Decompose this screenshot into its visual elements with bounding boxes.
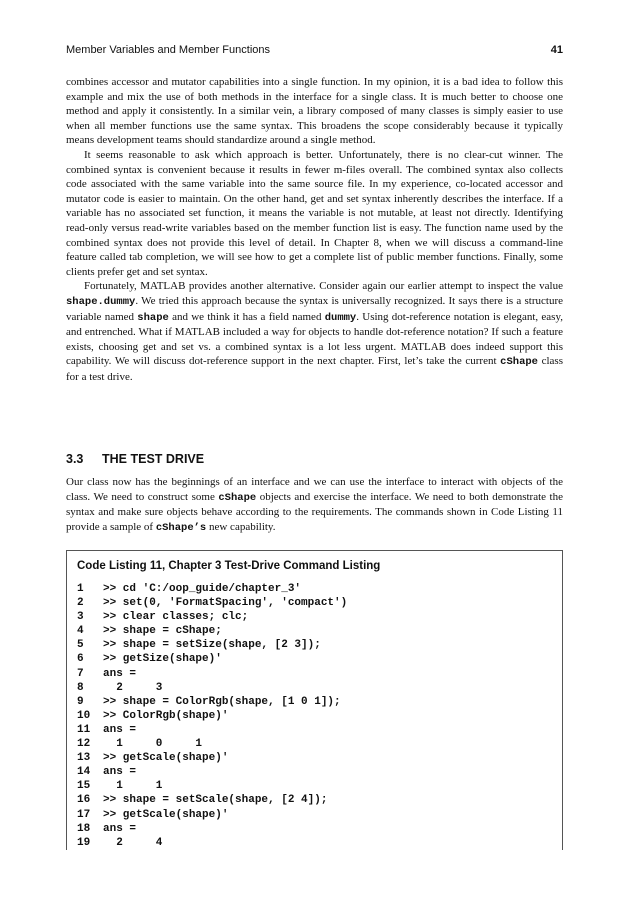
line-code: ans = — [103, 766, 137, 779]
line-code: >> getSize(shape)' — [103, 653, 222, 666]
code-listing — [66, 550, 563, 850]
line-number: 7 — [77, 667, 84, 680]
code-line — [77, 808, 557, 822]
line-number: 6 — [77, 653, 84, 666]
line-code: >> getScale(shape)' — [103, 808, 229, 821]
line-code: >> getScale(shape)' — [103, 752, 229, 765]
line-number: 17 — [77, 808, 91, 821]
code-line — [77, 822, 557, 836]
line-number: 4 — [77, 625, 84, 638]
code-line — [77, 610, 557, 624]
code-line — [77, 681, 557, 695]
text-run: class for a test drive. — [66, 355, 563, 383]
code-line — [77, 765, 557, 779]
line-code: >> clear classes; clc; — [103, 611, 249, 624]
text-run: It seems reasonable to ask which approach is better. Unfortunately, there is no clear-cut winner. The combined syntax is convenient because it results in fewer m-files overall. The combined syntax also collects code associated with the same variable into the same source file. In my experience, co-located accessor and mutator code is easier to maintain. On the other hand, get and set syntax inherently describes the interface. If a variable has no associated set function, it means the variable is not mutable, at least not directly. Identifying read-only versus read-write variables based on the member function list is easy. The function name used by the combined syntax does not provide this level of detail. In Chapter 8, when we will discuss a command-line feature called tab completion, we will see how to get a complete list of public member functions. Finally, some clients prefer get and set syntax. — [66, 148, 563, 278]
code-line — [77, 596, 557, 610]
line-code: 1 0 1 — [103, 738, 203, 751]
running-header-title: Member Variables and Member Functions — [66, 44, 270, 56]
running-header — [66, 44, 563, 60]
inline-code: cShape — [218, 491, 257, 504]
line-number: 10 — [77, 709, 91, 722]
line-number: 15 — [77, 780, 91, 793]
line-number: 14 — [77, 766, 91, 779]
text-run: . We tried this approach because the syntax is universally recognized. It says there is a structure variable named — [66, 294, 563, 323]
text-run: new capability. — [206, 520, 276, 533]
text-run: Fortunately, MATLAB provides another alternative. Consider again our earlier attempt to inspect the value — [84, 280, 563, 293]
line-code: 2 4 — [103, 836, 163, 849]
line-number: 18 — [77, 822, 91, 835]
body-text — [66, 75, 563, 384]
line-number: 9 — [77, 695, 84, 708]
section-paragraph — [66, 475, 563, 535]
line-number: 11 — [77, 723, 91, 736]
line-code: ans = — [103, 723, 137, 736]
line-number: 2 — [77, 597, 84, 610]
code-line — [77, 667, 557, 681]
code-line — [77, 836, 557, 850]
line-code: >> shape = ColorRgb(shape, [1 0 1]); — [103, 695, 341, 708]
code-line — [77, 709, 557, 723]
paragraph — [66, 279, 563, 384]
line-code: >> set(0, 'FormatSpacing', 'compact') — [103, 597, 348, 610]
line-number: 3 — [77, 611, 84, 624]
text-run: and we think it has a field named — [168, 310, 325, 323]
code-line — [77, 793, 557, 807]
code-line — [77, 624, 557, 638]
code-line — [77, 751, 557, 765]
text-run: combines accessor and mutator capabilities into a single function. In my opinion, it is a bad idea to follow this example and mix the use of both methods in the interface for a single class. It is much better to choose one method and apply it consistently. In a similar vein, a library composed of many classes is simply easier to use when all member functions use the same syntax. This broadens the scope considerably because it typically means development teams should standardize around a single method. — [66, 76, 563, 147]
line-number: 12 — [77, 738, 91, 751]
section-heading — [66, 452, 563, 466]
line-number: 8 — [77, 681, 84, 694]
line-code: ans = — [103, 667, 137, 680]
line-code: ans = — [103, 822, 137, 835]
code-listing-lines — [77, 582, 557, 850]
section-title: THE TEST DRIVE — [102, 452, 205, 466]
inline-code: shape — [137, 311, 169, 324]
line-code: 1 1 — [103, 780, 163, 793]
line-code: 2 3 — [103, 681, 163, 694]
inline-code: cShape’s — [155, 521, 207, 534]
line-number: 19 — [77, 836, 91, 849]
code-line — [77, 723, 557, 737]
line-code: >> shape = cShape; — [103, 625, 222, 638]
code-listing-title: Code Listing 11, Chapter 3 Test-Drive Command Listing — [77, 560, 381, 572]
page-number: 41 — [550, 44, 563, 56]
text-run: objects and exercise the interface. We need to both demonstrate the syntax and make sure objects behave according to the requirements. The commands shown in Code Listing 11 provide a sample of — [66, 490, 563, 533]
code-line — [77, 695, 557, 709]
section-body — [66, 475, 563, 535]
inline-code: shape.dummy — [66, 295, 136, 308]
code-line — [77, 582, 557, 596]
text-run: . Using dot-reference notation is elegant, easy, and entrenched. What if MATLAB included a way for objects to handle dot-reference notation? If such a feature exists, choosing get and set vs. a combined syntax is a lot less urgent. MATLAB does indeed support this capability. We will discuss dot-reference support in the next chapter. First, let’s take the current — [66, 310, 563, 368]
section-number: 3.3 — [66, 452, 84, 466]
paragraph — [66, 148, 563, 279]
line-number: 1 — [77, 583, 84, 595]
line-number: 13 — [77, 752, 91, 765]
code-line — [77, 737, 557, 751]
line-number: 5 — [77, 639, 84, 652]
line-code: >> cd 'C:/oop_guide/chapter_3' — [103, 583, 302, 595]
code-line — [77, 652, 557, 666]
line-code: >> shape = setScale(shape, [2 4]); — [103, 794, 328, 807]
line-code: >> ColorRgb(shape)' — [103, 709, 229, 722]
line-code: >> shape = setSize(shape, [2 3]); — [103, 639, 321, 652]
code-line — [77, 779, 557, 793]
inline-code: cShape — [500, 356, 538, 369]
paragraph — [66, 75, 563, 148]
code-line — [77, 638, 557, 652]
line-number: 16 — [77, 794, 91, 807]
inline-code: dummy — [324, 311, 357, 324]
text-run: Our class now has the beginnings of an interface and we can use the interface to interact with objects of the class. We need to construct some — [66, 476, 563, 503]
